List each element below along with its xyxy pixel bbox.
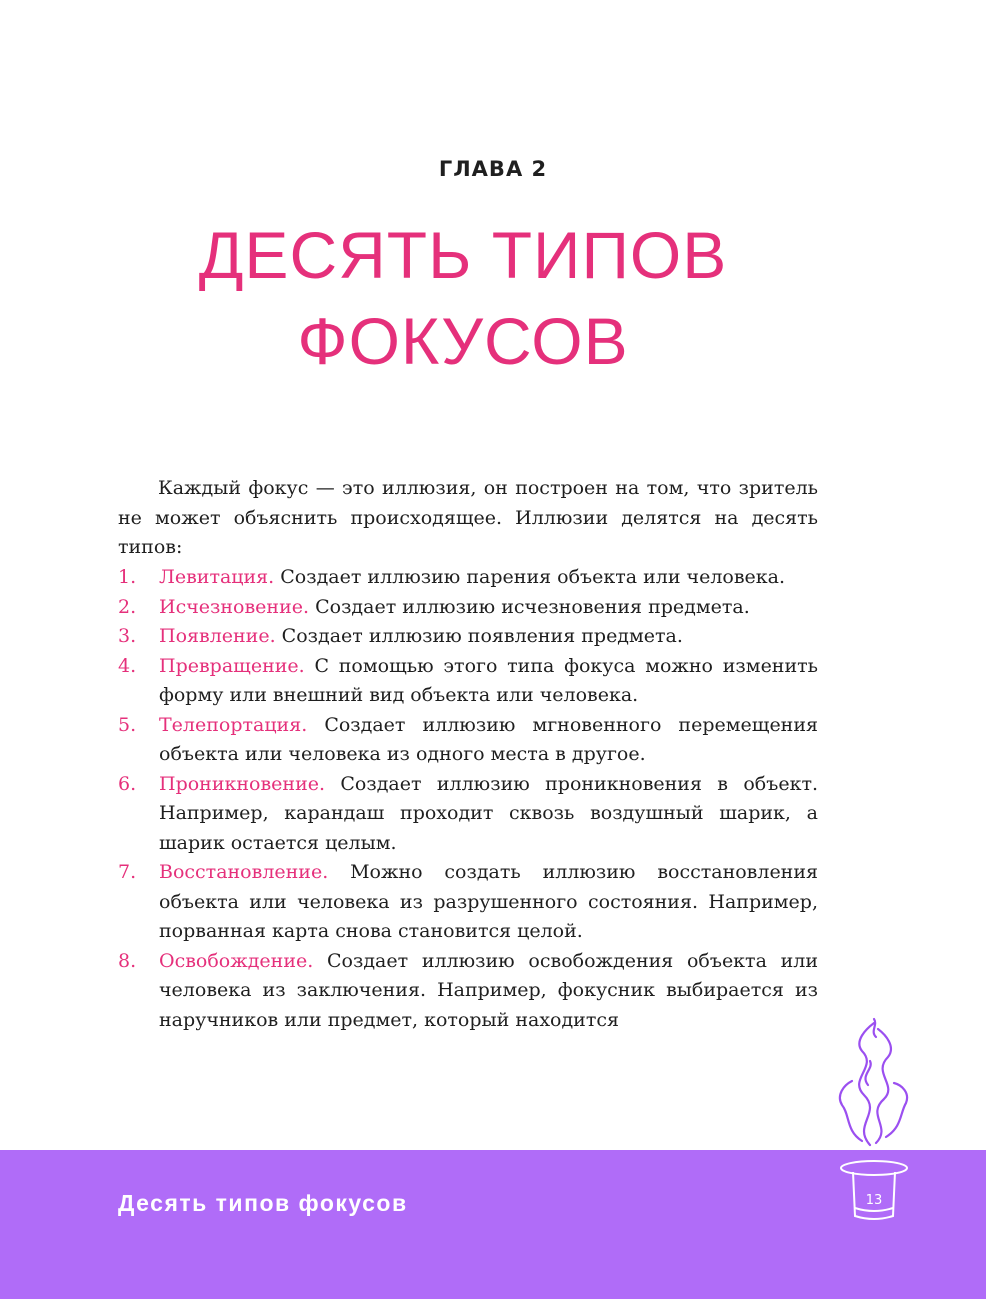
item-text: Создает иллюзию проникновения в объект. Например, карандаш проходит сквозь воздушный шарик, а шарик остается целым.: [159, 772, 818, 854]
list-item: [118, 622, 818, 652]
item-text: Создает иллюзию исчезновения предмета.: [315, 595, 750, 618]
list-item: [118, 858, 818, 947]
item-number: 8.: [118, 949, 137, 972]
top-hat-icon: [838, 1158, 910, 1224]
item-term: Превращение.: [159, 654, 305, 677]
intro-paragraph: [118, 474, 818, 563]
item-text: Создает иллюзию освобождения объекта или человека из заключения. Например, фокусник выбирается из наручников или предмет, который находится: [159, 949, 819, 1031]
item-number: 5.: [118, 713, 137, 736]
item-number: 6.: [118, 772, 137, 795]
list-item: [118, 770, 818, 859]
item-term: Восстановление.: [159, 861, 329, 883]
item-text: Создает иллюзию мгновенного перемещения объекта или человека из одного места в другое.: [159, 713, 818, 765]
page-number: 13: [865, 1193, 883, 1208]
chapter-title-line1: ДЕСЯТЬ ТИПОВ: [198, 218, 728, 292]
intro-text: Каждый фокус — это иллюзия, он построен на том, что зритель не может объяснить происходящее. Иллюзии делятся на десять типов:: [118, 477, 818, 558]
item-text: Создает иллюзию появления предмета.: [281, 625, 683, 647]
item-term: Освобождение.: [159, 949, 314, 972]
running-title: Десять типов фокусов: [118, 1190, 408, 1216]
item-term: Появление.: [159, 625, 276, 647]
magic-smoke-icon: [830, 1015, 910, 1150]
item-term: Проникновение.: [159, 772, 326, 795]
item-text: Создает иллюзию парения объекта или человека.: [280, 566, 786, 588]
item-term: Левитация.: [159, 566, 275, 588]
item-number: 1.: [118, 566, 137, 588]
item-text: Можно создать иллюзию восстановления объекта или человека из разрушенного состояния. Например, порванная карта снова становится целой.: [159, 861, 818, 942]
chapter-label: ГЛАВА 2: [438, 157, 548, 181]
list-item: [118, 563, 818, 593]
item-term: Телепортация.: [159, 713, 308, 736]
item-text: С помощью этого типа фокуса можно изменить форму или внешний вид объекта или человека.: [159, 654, 818, 706]
list-item: [118, 947, 818, 1036]
item-number: 2.: [118, 595, 137, 618]
item-number: 4.: [118, 654, 137, 677]
list-item: [118, 711, 818, 770]
item-number: 3.: [118, 625, 137, 647]
item-number: 7.: [118, 861, 137, 883]
list-item: [118, 652, 818, 711]
item-term: Исчезновение.: [159, 595, 310, 618]
chapter-title: [0, 212, 926, 384]
illusion-types-list: [118, 563, 818, 1035]
chapter-title-line2: ФОКУСОВ: [297, 304, 629, 378]
list-item: [118, 593, 818, 623]
